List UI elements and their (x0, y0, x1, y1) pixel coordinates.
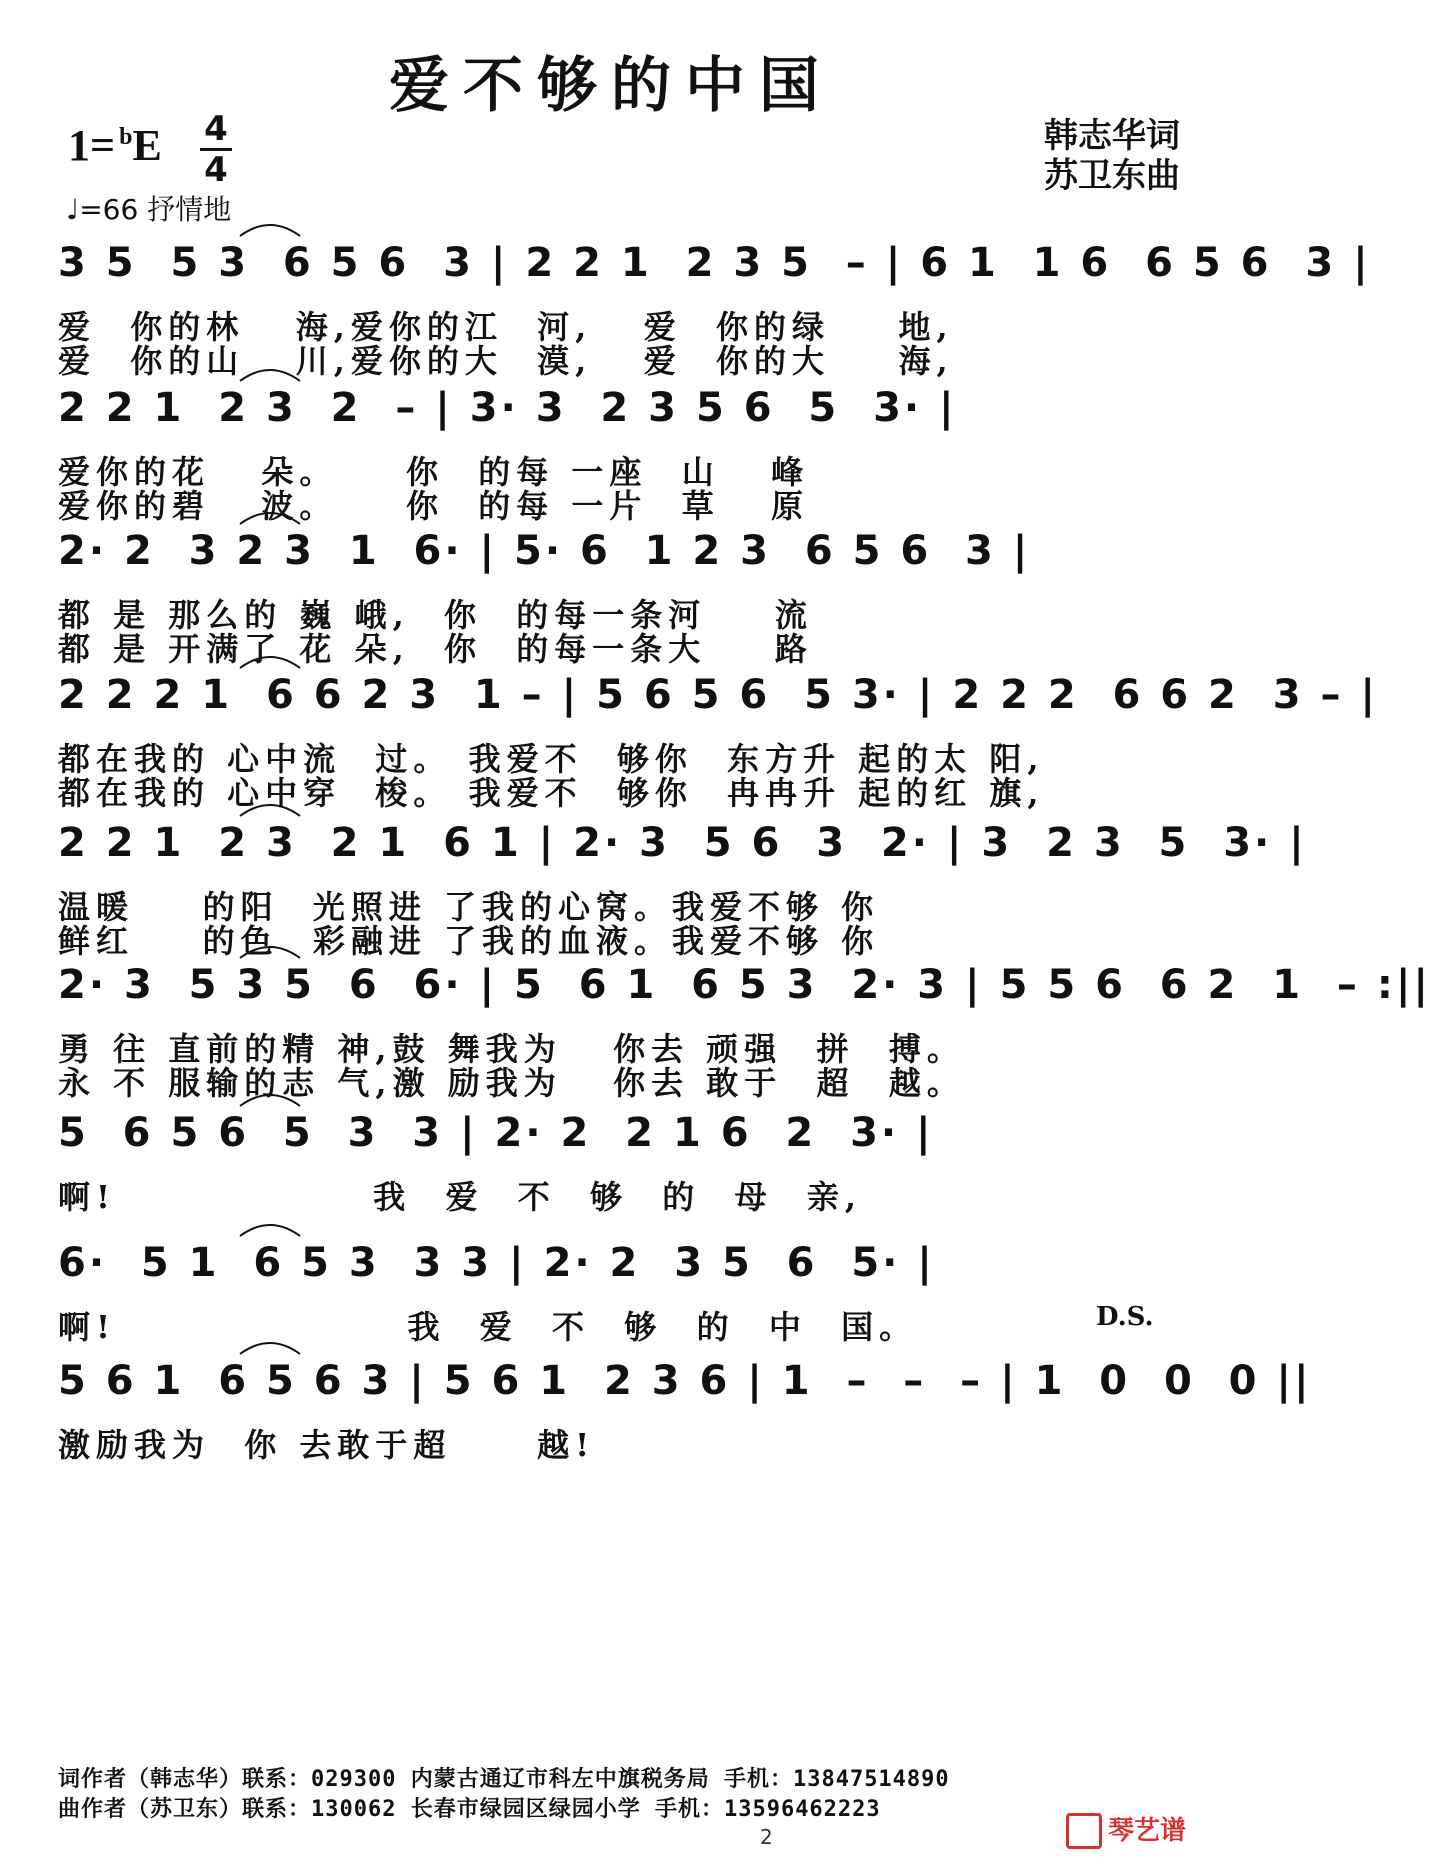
key-signature: 1= $^b$E (68, 121, 162, 170)
composer-credit: 苏卫东曲 (1044, 156, 1180, 196)
flat-sign: b (119, 124, 133, 151)
notation-line: 2 2 1 2 3 2 1 6 1 | 2· 3 5 6 3 2· | 3 2 3 5 3· | (58, 820, 1307, 866)
notation-line: 5 6 5 6 5 3 3 | 2· 2 2 1 6 2 3· | (58, 1110, 934, 1156)
lyric-line: 爱你的碧 波。 你 的每 一片 草 原 (58, 487, 810, 525)
slur (240, 225, 300, 236)
lyric-line: 啊! 我 爱 不 够 的 母 亲, (58, 1178, 862, 1216)
lyric-line: 爱 你的林 海,爱你的江 河, 爱 你的绿 地, (58, 308, 954, 346)
lyric-line: 啊! 我 爱 不 够 的 中 国。 (58, 1308, 918, 1346)
lyric-line: 都在我的 心中穿 梭。 我爱不 够你 冉冉升 起的红 旗, (58, 774, 1045, 812)
song-title: 爱不够的中国 (389, 51, 833, 121)
lyric-line: 爱 你的山 川,爱你的大 漠, 爱 你的大 海, (58, 342, 954, 380)
notation-line: 3 5 5 3 6 5 6 3 | 2 2 1 2 3 5 – | 6 1 1 6 6 5 6 3 | (58, 240, 1371, 286)
notation-line: 2· 3 5 3 5 6 6· | 5 6 1 6 5 3 2· 3 | 5 5 6 6 2 1 – :|| (58, 962, 1431, 1008)
lyric-line: 爱你的花 朵。 你 的每 一座 山 峰 (58, 453, 810, 491)
slur (240, 1225, 300, 1236)
site-logo: 琴艺谱 (1066, 1810, 1186, 1850)
tempo-marking: ♩=66 抒情地 (66, 193, 232, 226)
time-signature: 4 4 (200, 112, 232, 187)
dal-segno-mark: D.S. (1096, 1302, 1154, 1332)
logo-icon (1066, 1813, 1102, 1849)
notation-line: 2· 2 3 2 3 1 6· | 5· 6 1 2 3 6 5 6 3 | (58, 528, 1031, 574)
lyricist-contact: 词作者（韩志华）联系：029300 内蒙古通辽市科左中旗税务局 手机：13847514890 (58, 1767, 950, 1792)
notation-line: 5 6 1 6 5 6 3 | 5 6 1 2 3 6 | 1 – – – | 1 0 0 0 || (58, 1358, 1312, 1404)
lyric-line: 都 是 那么的 巍 峨, 你 的每一条河 流 (58, 596, 813, 634)
lyric-line: 永 不 服输的志 气,激 励我为 你去 敢于 超 越。 (58, 1064, 965, 1102)
lyric-line: 勇 往 直前的精 神,鼓 舞我为 你去 顽强 拼 搏。 (58, 1030, 965, 1068)
lyric-line: 温暖 的阳 光照进 了我的心窝。我爱不够 你 (58, 888, 880, 926)
lyric-line: 鲜红 的色 彩融进 了我的血液。我爱不够 你 (58, 922, 880, 960)
lyric-line: 激励我为 你 去敢于超 越! (58, 1426, 596, 1464)
page-number: 2 (760, 1825, 773, 1849)
lyric-line: 都 是 开满了 花 朵, 你 的每一条大 路 (58, 630, 813, 668)
notation-line: 2 2 1 2 3 2 – | 3· 3 2 3 5 6 5 3· | (58, 385, 957, 431)
composer-contact: 曲作者（苏卫东）联系：130062 长春市绿园区绿园小学 手机：13596462223 (58, 1797, 881, 1822)
notation-line: 2 2 2 1 6 6 2 3 1 – | 5 6 5 6 5 3· | 2 2 2 6 6 2 3 – | (58, 672, 1379, 718)
lyricist-credit: 韩志华词 (1044, 116, 1180, 156)
notation-line: 6· 5 1 6 5 3 3 3 | 2· 2 3 5 6 5· | (58, 1240, 935, 1286)
lyric-line: 都在我的 心中流 过。 我爱不 够你 东方升 起的太 阳, (58, 740, 1045, 778)
